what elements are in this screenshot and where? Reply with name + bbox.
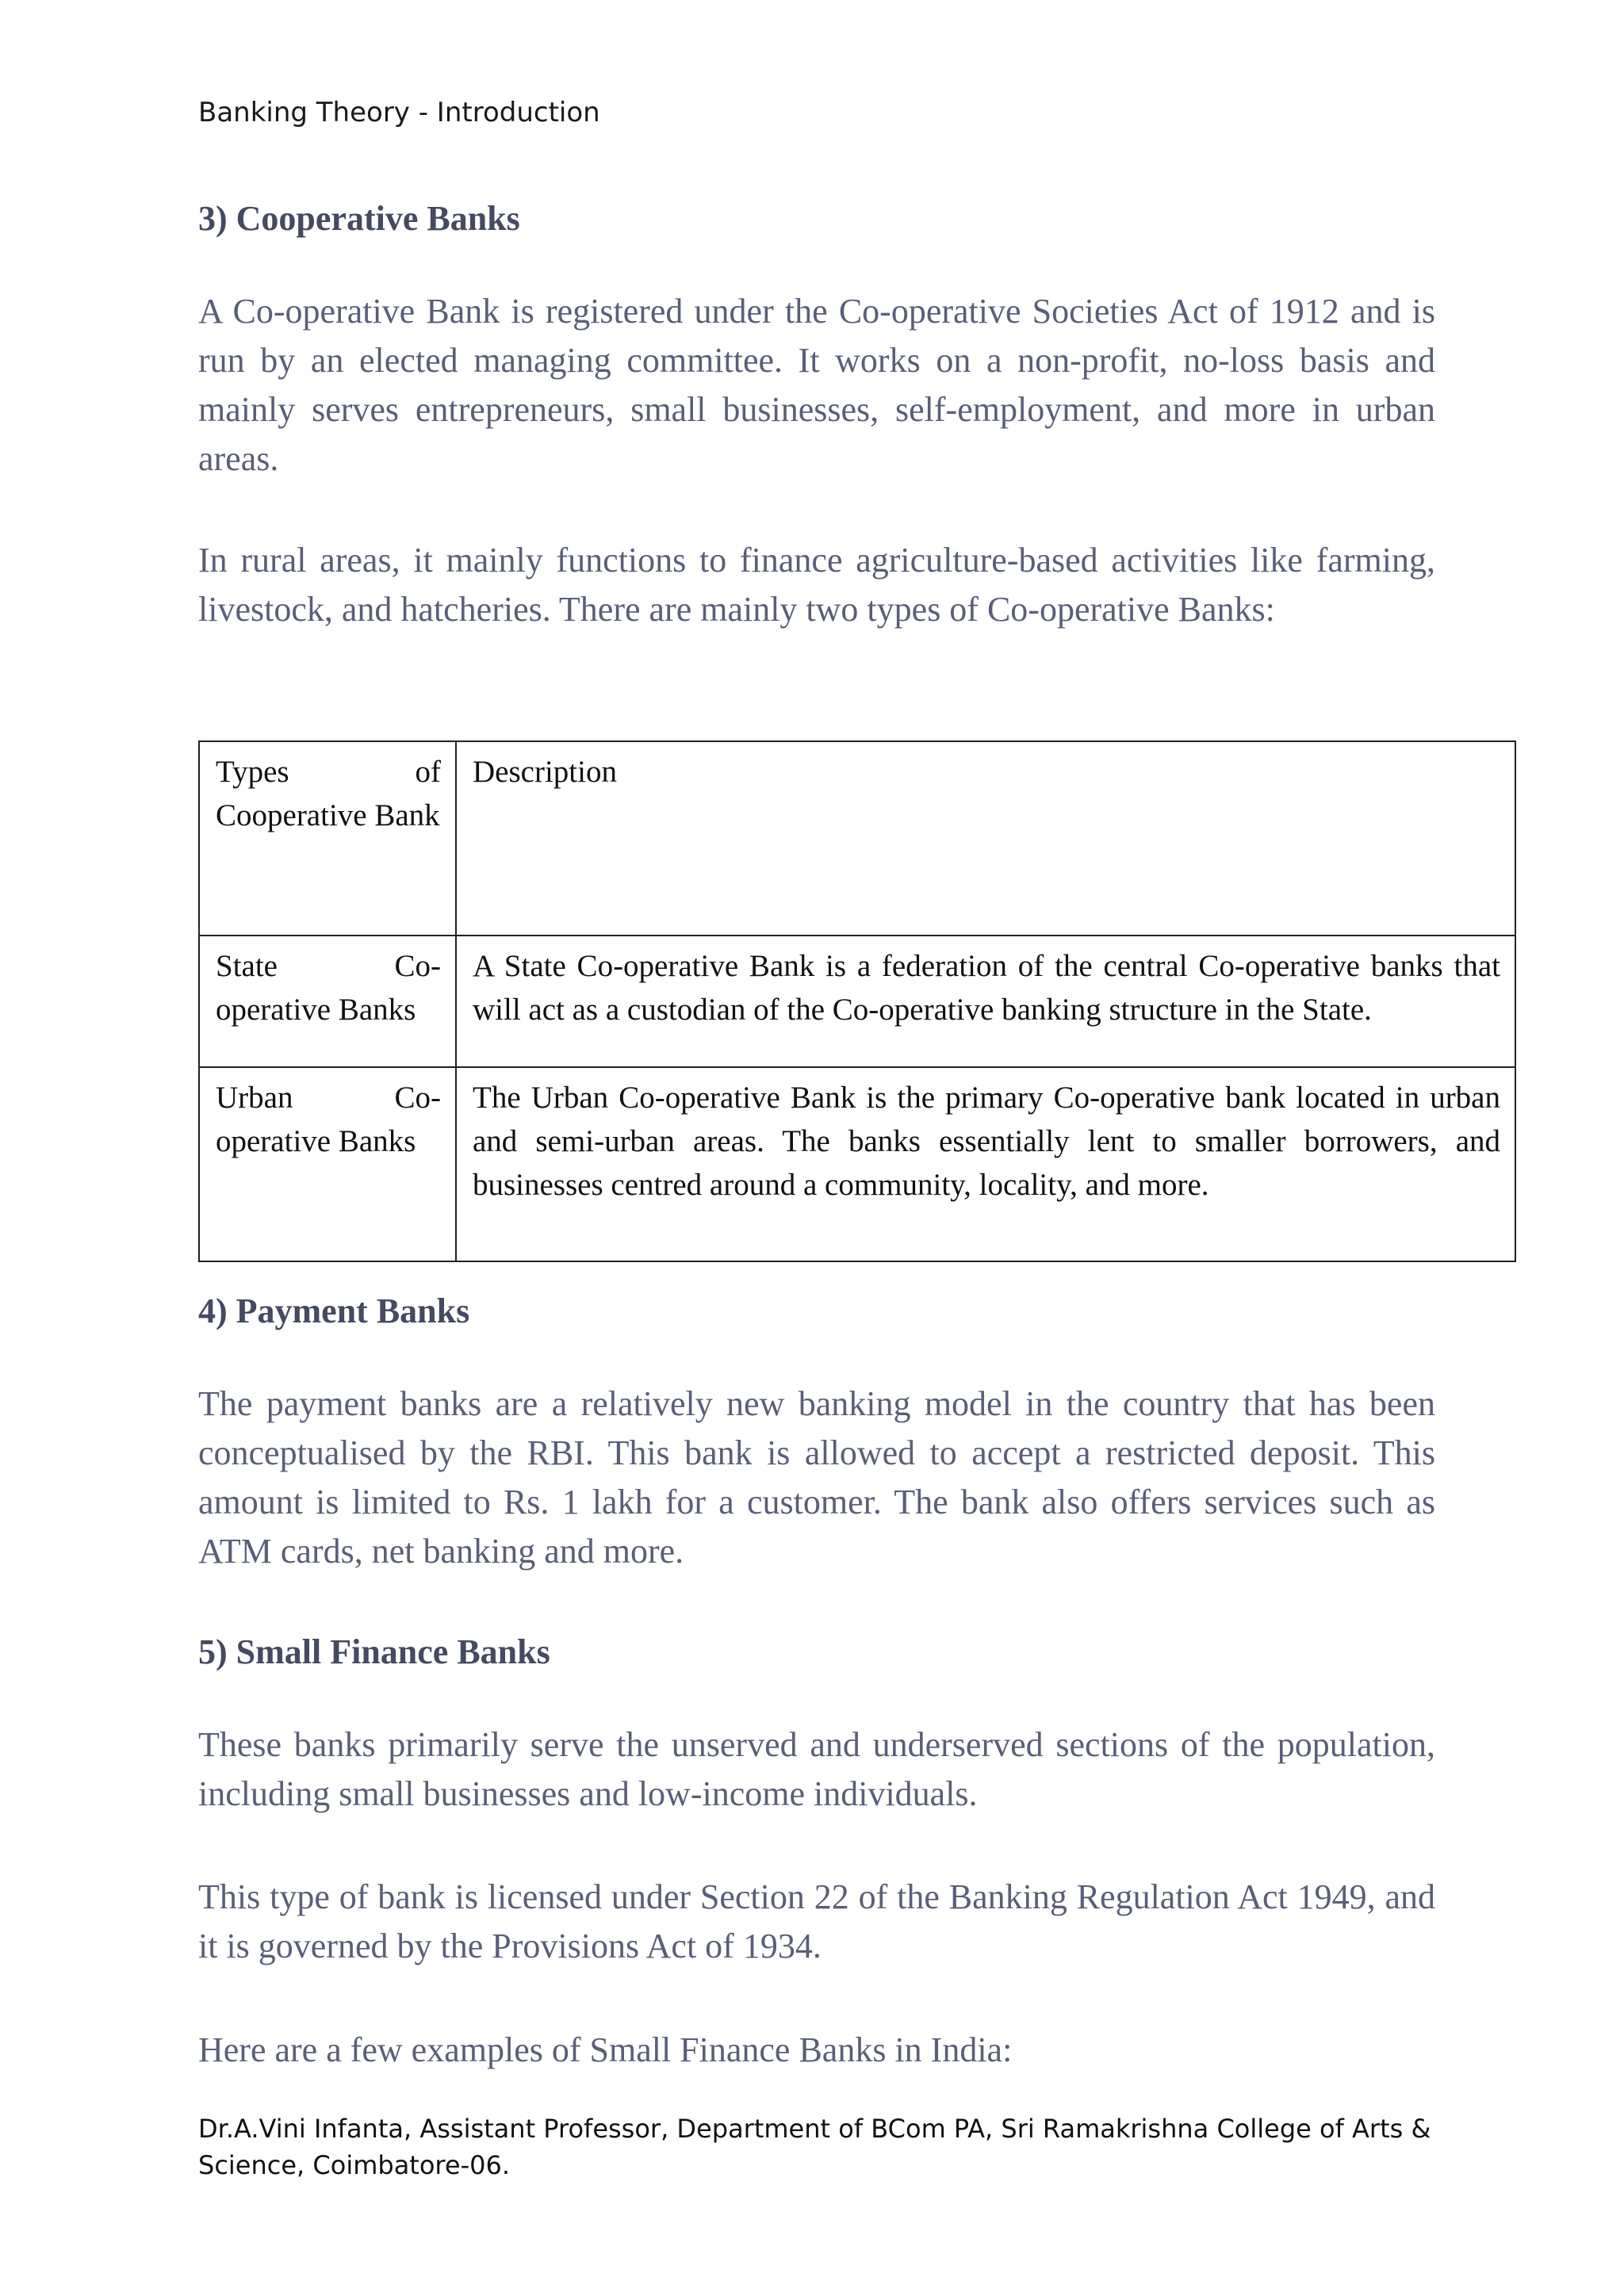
- table-header-cell-description: Description: [456, 741, 1515, 936]
- paragraph-cooperative-intro: A Co-operative Bank is registered under the Co-operative Societies Act of 1912 and is run by an elected managing committee. It works on a non-profit, no-loss basis and mainly serves entrepreneurs, small businesses, self-employment, and more in urban areas.: [198, 292, 1435, 478]
- table-row: [199, 936, 1515, 1067]
- paragraph-small-finance-license: This type of bank is licensed under Section 22 of the Banking Regulation Act 1949, and it is governed by the Provisions Act of 1934.: [198, 1877, 1435, 1965]
- heading-payment-banks: 4) Payment Banks: [198, 1292, 470, 1330]
- heading-cooperative-banks: 3) Cooperative Banks: [198, 199, 520, 238]
- paragraph-cooperative-rural: In rural areas, it mainly functions to finance agriculture-based activities like farming, livestock, and hatcheries. There are mainly two types of Co-operative Banks:: [198, 541, 1435, 629]
- table-cell-type: State Co-operative Banks: [199, 936, 456, 1067]
- paragraph-small-finance-examples: Here are a few examples of Small Finance Banks in India:: [198, 2030, 1013, 2069]
- heading-small-finance-banks: 5) Small Finance Banks: [198, 1632, 550, 1671]
- table-cell-type: Urban Co-operative Banks: [199, 1067, 456, 1261]
- table-cell-description: A State Co-operative Bank is a federation of the central Co-operative banks that will act as a custodian of the Co-operative banking structure in the State.: [456, 936, 1515, 1067]
- running-header: Banking Theory - Introduction: [198, 97, 600, 128]
- footer-author: Dr.A.Vini Infanta, Assistant Professor, Department of BCom PA, Sri Ramakrishna College of Arts & Science, Coimbatore-06.: [198, 2114, 1431, 2180]
- paragraph-payment-banks: The payment banks are a relatively new banking model in the country that has been conceptualised by the RBI. This bank is allowed to accept a restricted deposit. This amount is limited to Rs. 1 lakh for a customer. The bank also offers services such as ATM cards, net banking and more.: [198, 1384, 1435, 1571]
- paragraph-small-finance-intro: These banks primarily serve the unserved and underserved sections of the population, including small businesses and low-income individuals.: [198, 1725, 1435, 1813]
- table-header-row: [199, 741, 1515, 936]
- table-row: [199, 1067, 1515, 1261]
- table-header-cell-type: Types of Cooperative Bank: [199, 741, 456, 936]
- cooperative-types-table: [198, 740, 1516, 1262]
- table-cell-description: The Urban Co-operative Bank is the primary Co-operative bank located in urban and semi-urban areas. The banks essentially lent to smaller borrowers, and businesses centred around a community, locality, and more.: [456, 1067, 1515, 1261]
